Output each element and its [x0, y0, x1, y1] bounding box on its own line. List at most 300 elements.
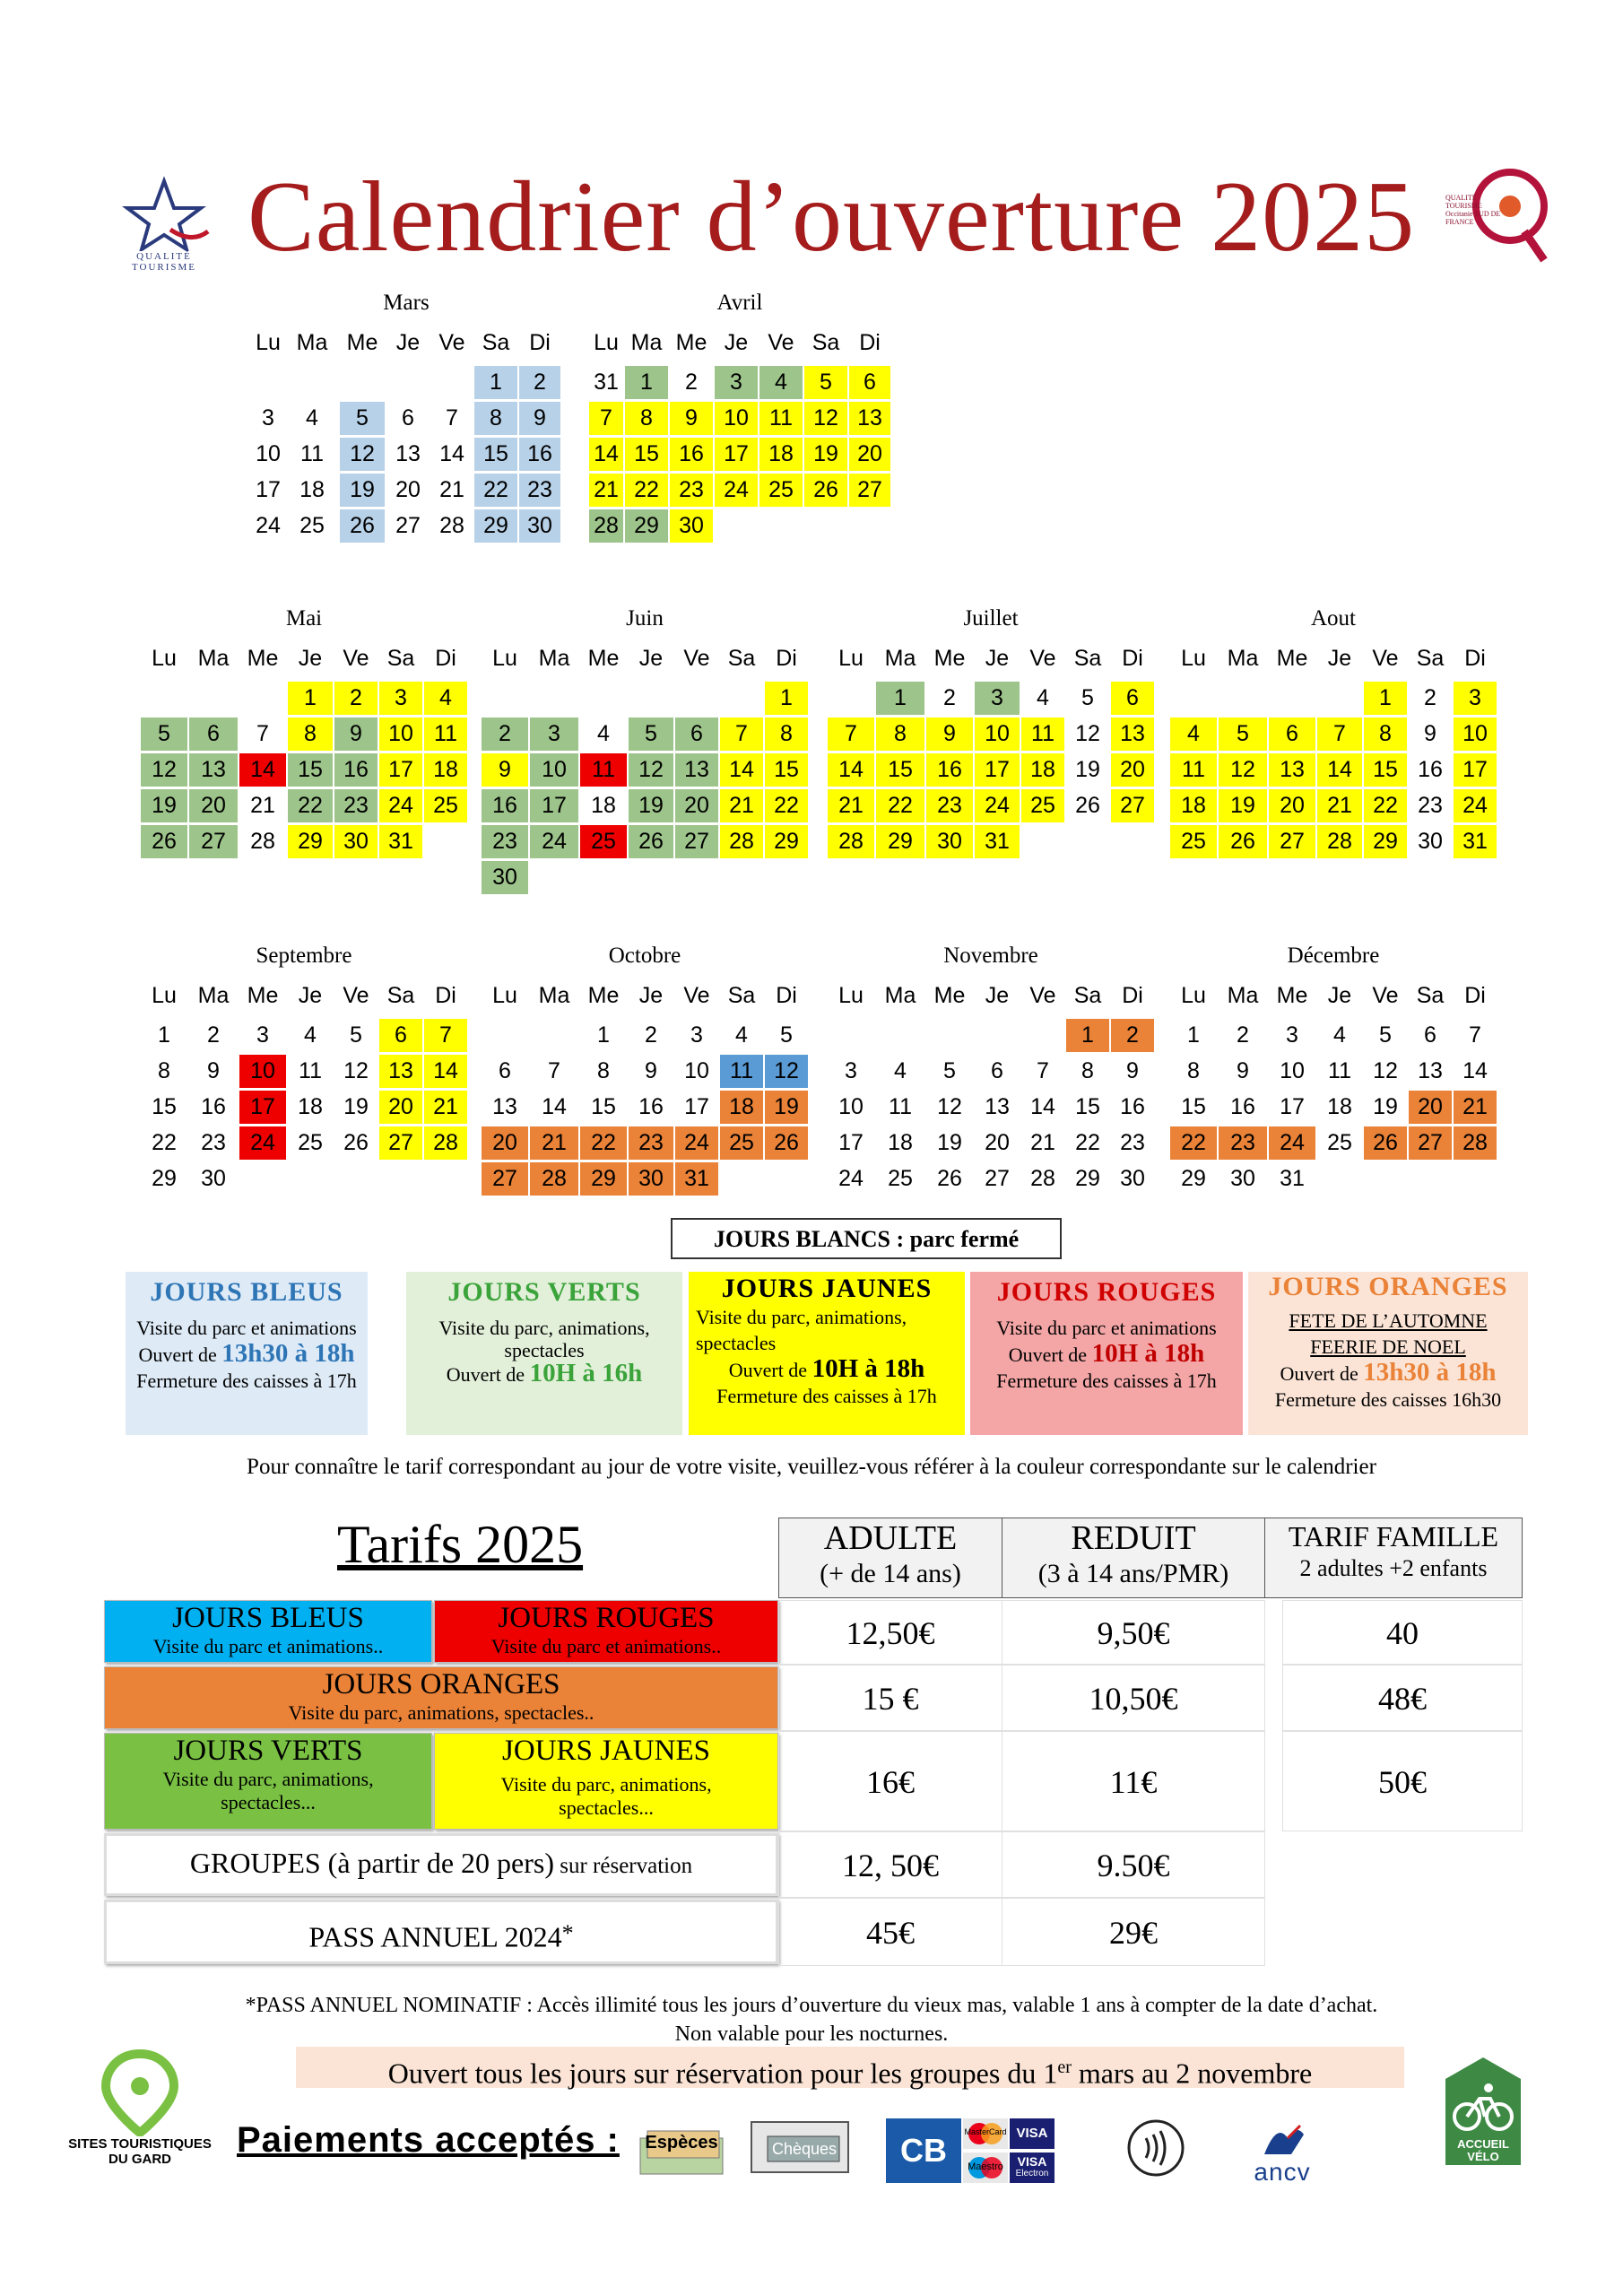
weekday-header: Lu: [492, 983, 517, 1008]
calendar-day: 16: [638, 1094, 664, 1119]
legend-open-prefix: Ouvert de: [138, 1344, 222, 1366]
calendar-day: 9: [670, 402, 713, 435]
cat-title: JOURS ORANGES: [322, 1668, 560, 1700]
calendar-day: 23: [334, 789, 378, 822]
weekday-header: Di: [776, 646, 797, 671]
calendar-day: 8: [1187, 1058, 1200, 1083]
legend-title: JOURS VERTS: [447, 1277, 641, 1307]
weekday-header: Ve: [343, 646, 369, 671]
qualite-tourisme-logo: [115, 176, 213, 274]
calendar-day: 3: [262, 405, 274, 430]
calendar-day: 1: [597, 1022, 610, 1048]
calendar-day: 9: [1424, 721, 1436, 746]
calendar-day: 30: [519, 509, 560, 543]
price-adulte-oranges: 15 €: [778, 1665, 1002, 1731]
cat-sub: sur réservation: [554, 1854, 693, 1878]
calendar-day: 5: [1379, 1022, 1392, 1048]
calendar-day: 16: [519, 438, 560, 471]
legend-rouges: [970, 1272, 1243, 1435]
calendar-day: 1: [158, 1022, 170, 1048]
calendar-day: 19: [1075, 757, 1100, 782]
cheques-icon: [750, 2118, 850, 2176]
contactless-icon: [1124, 2118, 1187, 2178]
calendar-day: 30: [926, 825, 973, 858]
legend-title: JOURS ROUGES: [996, 1277, 1217, 1307]
legend-desc: Visite du parc et animations: [996, 1317, 1217, 1339]
weekday-header: Sa: [386, 646, 415, 671]
calendar-day: 21: [1454, 1091, 1497, 1124]
calendar-day: 9: [645, 1058, 657, 1083]
weekday-header: Lu: [152, 983, 177, 1008]
calendar-day: 4: [759, 366, 803, 399]
weekday-header: Je: [395, 330, 421, 355]
cat-star: *: [561, 1920, 574, 1946]
legend-open-prefix: Ouvert de: [728, 1359, 812, 1381]
page-title: Calendrier d’ouverture 2025: [247, 161, 1416, 273]
calendar-day: 21: [589, 474, 623, 507]
calendar-day: 18: [1170, 789, 1217, 822]
cat-title: PASS ANNUEL 2024: [308, 1920, 562, 1953]
legend-hours: [126, 1341, 368, 1368]
price-famille-oranges: 48€: [1282, 1665, 1523, 1731]
weekday-header: Sa: [812, 330, 840, 355]
calendar-day: 15: [1075, 1094, 1100, 1119]
calendar-day: 3: [379, 682, 422, 715]
sites-touristiques-logo: [59, 2047, 221, 2172]
legend-hours: [689, 1356, 965, 1383]
calendar-day: 19: [629, 789, 673, 822]
month-name: Décembre: [1287, 944, 1380, 968]
calendar-day: 3: [845, 1058, 857, 1083]
calendar-day: 10: [256, 441, 281, 466]
calendar-day: 12: [937, 1094, 962, 1119]
calendar-day: 15: [1181, 1094, 1206, 1119]
calendar-day: 11: [300, 441, 324, 466]
header-reduit-label: REDUIT: [1071, 1519, 1196, 1557]
calendar-day: 8: [1081, 1058, 1094, 1083]
legend-desc: Visite du parc, animations,: [438, 1317, 650, 1339]
calendar-day: 5: [943, 1058, 956, 1083]
jours-blancs-label: JOURS BLANCS : parc fermé: [671, 1218, 1062, 1259]
header-famille: [1264, 1518, 1523, 1598]
weekday-header: Ma: [884, 983, 916, 1008]
calendar-day: 28: [530, 1162, 578, 1196]
calendar-day: 20: [482, 1126, 528, 1160]
calendar-day: 13: [1111, 718, 1154, 751]
calendar-day: 10: [1454, 718, 1497, 751]
calendar-day: 22: [876, 789, 924, 822]
cat-desc2: spectacles...: [221, 1791, 316, 1813]
calendar-day: 17: [256, 477, 281, 502]
calendar-day: 13: [1418, 1058, 1443, 1083]
calendar-day: 13: [675, 753, 718, 787]
weekday-header: Sa: [482, 330, 510, 355]
calendar-day: 24: [1269, 1126, 1315, 1160]
weekday-header: Di: [435, 983, 456, 1008]
calendar-day: 15: [288, 753, 333, 787]
pass-note-line2: Non valable pour les nocturnes.: [674, 2022, 949, 2046]
weekday-header: Lu: [152, 646, 177, 671]
calendar-day: 6: [1269, 718, 1315, 751]
weekday-header: Me: [1276, 983, 1308, 1008]
calendar-day: 25: [720, 1126, 763, 1160]
calendar-day: 29: [1075, 1166, 1100, 1191]
calendar-day: 18: [424, 753, 467, 787]
weekday-header: Me: [1276, 646, 1308, 671]
weekday-header: Je: [985, 646, 1010, 671]
calendar-day: 20: [849, 438, 890, 471]
month-avril: [588, 291, 891, 560]
calendar-day: 11: [1170, 753, 1217, 787]
legend-hours: [406, 1361, 682, 1387]
cat-desc2: spectacles...: [559, 1796, 654, 1819]
calendar-day: 12: [804, 402, 847, 435]
visa-electron-visa: VISA: [1017, 2154, 1047, 2169]
calendar-day: 9: [207, 1058, 220, 1083]
calendar-day: 20: [675, 789, 718, 822]
calendar-day: 11: [299, 1058, 322, 1083]
legend-close: Fermeture des caisses 16h30: [1274, 1388, 1502, 1411]
calendar-day: 28: [439, 513, 464, 538]
weekday-header: Lu: [492, 646, 517, 671]
weekday-header: Ma: [197, 646, 230, 671]
calendar-day: 24: [239, 1126, 286, 1160]
calendar-day: 16: [1120, 1094, 1145, 1119]
header-reduit-sub: (3 à 14 ans/PMR): [1037, 1559, 1229, 1588]
calendar-day: 1: [288, 682, 333, 715]
month-name: Octobre: [608, 944, 681, 968]
cat-groupes: [104, 1833, 778, 1896]
calendar-day: 23: [1219, 1126, 1267, 1160]
calendar-day: 26: [765, 1126, 808, 1160]
calendar-day: 22: [580, 1126, 627, 1160]
calendar-day: 12: [765, 1055, 808, 1088]
calendar-day: 2: [943, 685, 956, 710]
month-name: Juillet: [963, 606, 1019, 631]
header-famille-sub: 2 adultes +2 enfants: [1299, 1555, 1488, 1581]
calendar-day: 7: [446, 405, 458, 430]
cat-title: JOURS JAUNES: [502, 1735, 710, 1767]
calendar-day: 7: [1469, 1022, 1481, 1048]
calendar-day: 26: [937, 1166, 962, 1191]
cat-jours-bleus: [104, 1600, 432, 1663]
calendar-day: 25: [759, 474, 803, 507]
calendar-day: 13: [395, 441, 421, 466]
calendar-day: 11: [759, 402, 803, 435]
legend-open-hours: 10H à 16h: [529, 1359, 643, 1387]
cat-title: JOURS BLEUS: [172, 1602, 364, 1634]
calendar-day: 4: [304, 1022, 317, 1048]
legend-hours: [970, 1341, 1243, 1368]
legend-title: JOURS ORANGES: [1268, 1272, 1508, 1301]
calendar-day: 24: [975, 789, 1020, 822]
calendar-day: 31: [675, 1162, 718, 1196]
calendar-day: 18: [888, 1130, 913, 1155]
calendar-day: 22: [474, 474, 517, 507]
carte-bancaire-icon: [886, 2118, 1056, 2183]
weekday-header: Me: [587, 646, 620, 671]
month-name: Septembre: [256, 944, 352, 968]
calendar-day: 19: [1219, 789, 1267, 822]
weekday-header: Me: [247, 646, 279, 671]
header-adulte: [778, 1518, 1002, 1598]
calendar-day: 29: [765, 825, 808, 858]
weekday-header: Ve: [1372, 983, 1399, 1008]
calendar-day: 25: [1327, 1130, 1352, 1155]
calendar-day: 3: [1286, 1022, 1298, 1048]
calendar-day: 6: [1424, 1022, 1436, 1048]
calendar-day: 25: [888, 1166, 913, 1191]
calendar-day: 29: [1181, 1166, 1206, 1191]
calendar-day: 30: [629, 1162, 673, 1196]
month-octobre: [481, 944, 809, 1213]
calendar-day: 24: [675, 1126, 718, 1160]
calendar-day: 20: [1409, 1091, 1452, 1124]
header-adulte-label: ADULTE: [823, 1519, 958, 1557]
calendar-day: 26: [1364, 1126, 1407, 1160]
calendar-day: 12: [1373, 1058, 1398, 1083]
calendar-day: 6: [849, 366, 890, 399]
calendar-day: 23: [201, 1130, 226, 1155]
weekday-header: Lu: [256, 330, 281, 355]
accueil-velo-logo: [1444, 2056, 1523, 2167]
calendar-day: 6: [499, 1058, 511, 1083]
weekday-header: Sa: [1416, 646, 1445, 671]
calendar-day: 10: [975, 718, 1020, 751]
price-adulte-groupes: 12, 50€: [778, 1831, 1002, 1898]
calendar-day: 16: [201, 1094, 226, 1119]
legend-open-hours: 10H à 18h: [812, 1354, 925, 1383]
month-name: Aout: [1311, 606, 1356, 631]
calendar-day: 13: [189, 753, 238, 787]
calendar-day: 2: [1111, 1019, 1154, 1052]
calendar-day: 10: [715, 402, 758, 435]
calendar-day: 24: [256, 513, 281, 538]
calendar-day: 28: [828, 825, 874, 858]
calendar-day: 20: [1111, 753, 1154, 787]
calendar-day: 8: [158, 1058, 170, 1083]
weekday-header: Je: [724, 330, 749, 355]
calendar-day: 30: [1120, 1166, 1145, 1191]
weekday-header: Me: [587, 983, 620, 1008]
calendar-day: 14: [589, 438, 623, 471]
calendar-day: 23: [482, 825, 528, 858]
weekday-header: Ve: [343, 983, 369, 1008]
weekday-header: Ma: [630, 330, 663, 355]
calendar-day: 14: [828, 753, 874, 787]
calendar-day: 20: [1269, 789, 1315, 822]
groups-banner: [296, 2047, 1404, 2088]
calendar-day: 30: [334, 825, 378, 858]
qualite-tourisme-text: QUALITÉ TOURISME: [131, 251, 197, 273]
calendar-day: 24: [715, 474, 758, 507]
weekday-header: Ve: [1029, 983, 1056, 1008]
legend-bleus: [126, 1272, 368, 1435]
calendar-day: 16: [334, 753, 378, 787]
legend-jaunes: [689, 1272, 965, 1435]
calendar-day: 28: [250, 829, 275, 854]
calendar-day: 27: [1269, 825, 1315, 858]
calendar-note: Pour connaître le tarif correspondant au jour de votre visite, veuillez-vous référer à la couleur correspondante sur le calendrier: [247, 1455, 1376, 1479]
calendar-day: 22: [1170, 1126, 1217, 1160]
calendar-day: 14: [1317, 753, 1362, 787]
calendar-day: 25: [424, 789, 467, 822]
calendar-day: 31: [594, 370, 619, 395]
calendar-day: 18: [1327, 1094, 1352, 1119]
calendar-day: 4: [1333, 1022, 1346, 1048]
visa-label: VISA: [1016, 2126, 1048, 2141]
occitanie-logo: [1445, 161, 1553, 269]
calendar-day: 2: [482, 718, 528, 751]
weekday-header: Ma: [1227, 983, 1259, 1008]
cat-desc: Visite du parc, animations,: [500, 1773, 712, 1796]
weekday-header: Sa: [1416, 983, 1445, 1008]
calendar-day: 2: [334, 682, 378, 715]
calendar-day: 28: [589, 509, 623, 543]
calendar-day: 5: [340, 402, 385, 435]
cat-jours-verts: [104, 1733, 432, 1830]
calendar-day: 11: [580, 753, 627, 787]
calendar-day: 3: [975, 682, 1020, 715]
map-pin-icon: [59, 2047, 221, 2136]
weekday-header: Ma: [296, 330, 328, 355]
legend-desc2: spectacles: [696, 1332, 777, 1354]
calendar-day: 10: [379, 718, 422, 751]
ancv-label: ancv: [1254, 2158, 1311, 2186]
calendar-day: 20: [985, 1130, 1010, 1155]
price-adulte-verts-jaunes: 16€: [778, 1731, 1002, 1831]
mastercard-label: MasterCard: [964, 2127, 1007, 2136]
calendar-day: 26: [804, 474, 847, 507]
legend-desc: FETE DE L’AUTOMNE: [1289, 1309, 1488, 1332]
month-juillet: [827, 606, 1155, 875]
weekday-header: Sa: [386, 983, 415, 1008]
calendar-day: 22: [152, 1130, 177, 1155]
calendar-day: 21: [1317, 789, 1362, 822]
groups-text-end: mars au 2 novembre: [1071, 2057, 1313, 2090]
calendar-day: 4: [597, 721, 610, 746]
weekday-header: Ma: [197, 983, 230, 1008]
weekday-header: Je: [638, 646, 664, 671]
price-reduit-bleus-rouges: 9,50€: [1002, 1600, 1265, 1665]
weekday-header: Me: [933, 983, 966, 1008]
calendar-day: 29: [152, 1166, 177, 1191]
calendar-day: 5: [1081, 685, 1094, 710]
weekday-header: Me: [933, 646, 966, 671]
calendar-day: 3: [1454, 682, 1497, 715]
calendar-day: 25: [1170, 825, 1217, 858]
calendar-day: 24: [838, 1166, 864, 1191]
calendar-day: 5: [780, 1022, 793, 1048]
calendar-day: 7: [256, 721, 269, 746]
calendar-day: 25: [1021, 789, 1064, 822]
legend-open-prefix: Ouvert de: [1008, 1344, 1092, 1366]
calendar-day: 7: [424, 1019, 467, 1052]
weekday-header: Je: [1327, 983, 1352, 1008]
calendar-day: 14: [542, 1094, 567, 1119]
calendar-day: 17: [684, 1094, 709, 1119]
calendar-day: 12: [343, 1058, 369, 1083]
legend-close: Fermeture des caisses à 17h: [996, 1370, 1217, 1392]
calendar-day: 26: [141, 825, 187, 858]
calendar-day: 19: [343, 1094, 369, 1119]
weekday-header: Me: [346, 330, 378, 355]
calendar-day: 15: [474, 438, 517, 471]
calendar-day: 21: [424, 1091, 467, 1124]
calendar-day: 8: [474, 402, 517, 435]
maestro-label: Maestro: [968, 2161, 1003, 2172]
calendar-day: 21: [250, 793, 275, 818]
calendar-day: 26: [629, 825, 673, 858]
legend-close: Fermeture des caisses à 17h: [716, 1385, 937, 1407]
calendar-day: 8: [765, 718, 808, 751]
legend-open-prefix: Ouvert de: [446, 1363, 530, 1386]
calendar-day: 25: [298, 1130, 323, 1155]
cat-desc: Visite du parc et animations..: [490, 1635, 722, 1657]
calendar-day: 28: [720, 825, 763, 858]
calendar-day: 10: [838, 1094, 864, 1119]
price-famille-verts-jaunes: 50€: [1282, 1731, 1523, 1831]
calendar-day: 23: [670, 474, 713, 507]
weekday-header: Di: [1122, 646, 1143, 671]
weekday-header: Je: [298, 983, 323, 1008]
month-septembre: [140, 944, 468, 1213]
calendar-day: 21: [720, 789, 763, 822]
calendar-day: 16: [482, 789, 528, 822]
calendar-day: 30: [1230, 1166, 1255, 1191]
calendar-day: 26: [343, 1130, 369, 1155]
calendar-day: 16: [1230, 1094, 1255, 1119]
occitanie-text: QUALITÉ TOURISME Occitanie SUD DE FRANCE: [1445, 194, 1501, 226]
calendar-day: 7: [548, 1058, 560, 1083]
calendar-day: 10: [1280, 1058, 1305, 1083]
calendar-day: 11: [1021, 718, 1064, 751]
price-famille-bleus-rouges: 40: [1282, 1600, 1523, 1665]
calendar-day: 5: [804, 366, 847, 399]
cheques-label: Chèques: [771, 2140, 838, 2158]
cat-title: JOURS ROUGES: [498, 1602, 715, 1634]
calendar-day: 24: [1454, 789, 1497, 822]
calendar-day: 4: [1170, 718, 1217, 751]
weekday-header: Ma: [1227, 646, 1259, 671]
calendar-day: 3: [256, 1022, 269, 1048]
calendar-day: 7: [720, 718, 763, 751]
calendar-day: 17: [1280, 1094, 1305, 1119]
cat-jours-oranges: [104, 1666, 778, 1729]
calendar-day: 4: [894, 1058, 907, 1083]
calendar-day: 25: [299, 513, 325, 538]
groups-text: Ouvert tous les jours sur réservation pour les groupes du 1: [387, 2057, 1058, 2090]
weekday-header: Di: [529, 330, 551, 355]
calendar-day: 30: [201, 1166, 226, 1191]
visa-electron-label: Electron: [1015, 2169, 1049, 2179]
calendar-day: 2: [519, 366, 560, 399]
calendar-day: 24: [379, 789, 422, 822]
calendar-day: 28: [1317, 825, 1362, 858]
calendar-day: 27: [395, 513, 421, 538]
legend-desc2: FEERIE DE NOEL: [1310, 1335, 1466, 1358]
calendar-day: 27: [675, 825, 718, 858]
calendar-day: 1: [474, 366, 517, 399]
calendar-day: 11: [424, 718, 467, 751]
pass-note-line1: *PASS ANNUEL NOMINATIF : Accès illimité tous les jours d’ouverture du vieux mas, valable 1 ans à compter de la date d’achat.: [245, 1994, 1378, 2017]
legend-oranges: [1248, 1272, 1528, 1435]
calendar-day: 5: [1219, 718, 1267, 751]
calendar-day: 11: [720, 1055, 763, 1088]
calendar-day: 19: [141, 789, 187, 822]
month-décembre: [1169, 944, 1497, 1213]
calendar-day: 14: [1462, 1058, 1488, 1083]
